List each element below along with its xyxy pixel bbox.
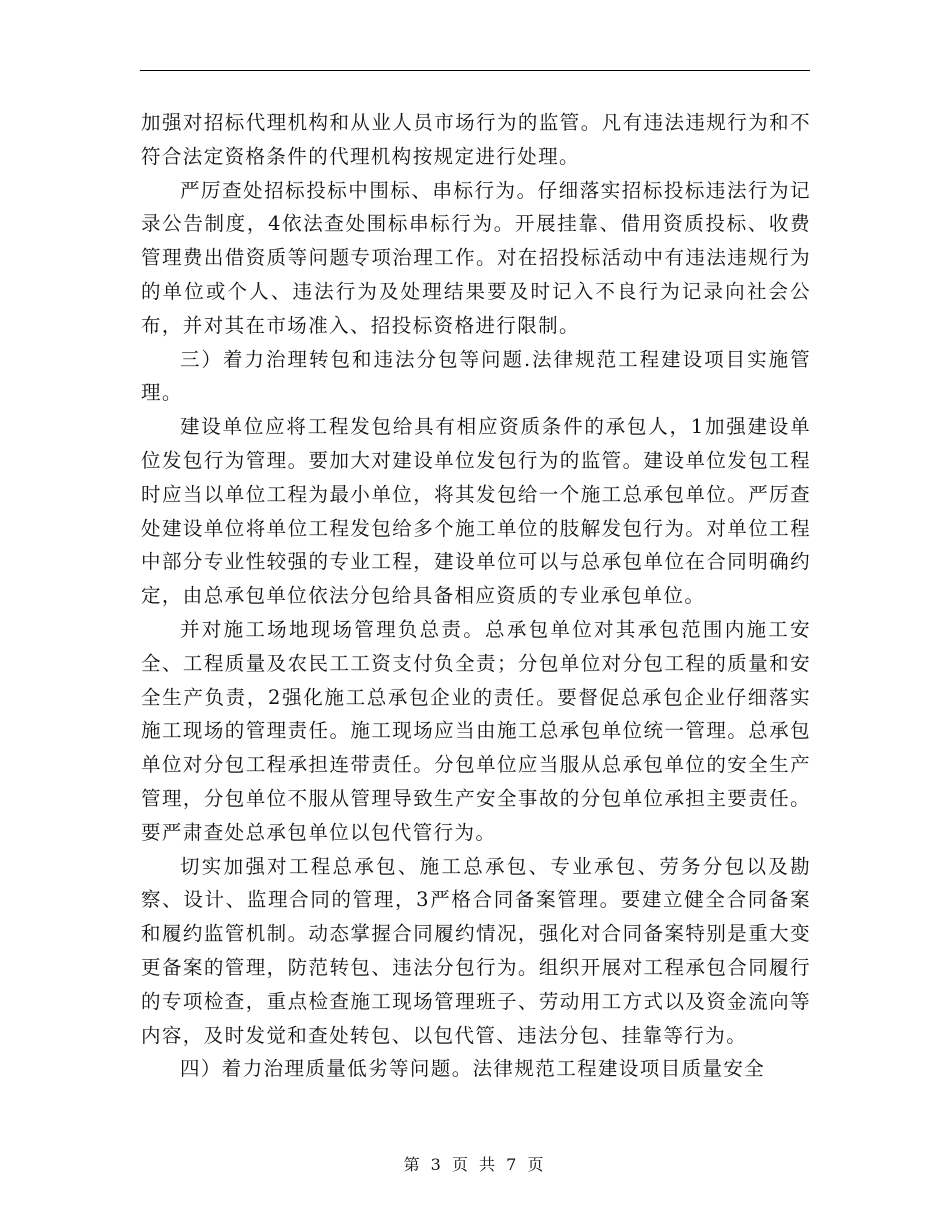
paragraph-2: 严厉查处招标投标中围标、串标行为。仔细落实招标投标违法行为记录公告制度，4依法查处围标串标行为。开展挂靠、借用资质投标、收费管理费出借资质等问题专项治理工作。对在招投标活动中有违法违规行为的单位或个人、违法行为及处理结果要及时记入不良行为记录向社会公布，并对其在市场准入、招投标资格进行限制。 <box>141 178 811 337</box>
paragraph-5: 并对施工场地现场管理负总责。总承包单位对其承包范围内施工安全、工程质量及农民工工资支付负全责；分包单位对分包工程的质量和安全生产负责，2强化施工总承包企业的责任。要督促总承包企业仔细落实施工现场的管理责任。施工现场应当由施工总承包单位统一管理。总承包单位对分包工程承担连带责任。分包单位应当服从总承包单位的安全生产管理，分包单位不服从管理导致生产安全事故的分包单位承担主要责任。要严肃查处总承包单位以包代管行为。 <box>141 617 811 844</box>
page-footer: 第 3 页 共 7 页 <box>403 1155 547 1174</box>
paragraph-4: 建设单位应将工程发包给具有相应资质条件的承包人，1加强建设单位发包行为管理。要加大对建设单位发包行为的监管。建设单位发包工程时应当以单位工程为最小单位，将其发包给一个施工总承包单位。严厉查处建设单位将单位工程发包给多个施工单位的肢解发包行为。对单位工程中部分专业性较强的专业工程，建设单位可以与总承包单位在合同明确约定，由总承包单位依法分包给具备相应资质的专业承包单位。 <box>141 415 811 608</box>
paragraph-6: 切实加强对工程总承包、施工总承包、专业承包、劳务分包以及勘察、设计、监理合同的管理，3严格合同备案管理。要建立健全合同备案和履约监管机制。动态掌握合同履约情况，强化对合同备案特别是重大变更备案的管理，防范转包、违法分包行为。组织开展对工程承包合同履行的专项检查，重点检查施工现场管理班子、劳动用工方式以及资金流向等内容，及时发觉和查处转包、以包代管、违法分包、挂靠等行为。 <box>141 854 811 1047</box>
section-heading-3: 三）着力治理转包和违法分包等问题.法律规范工程建设项目实施管理。 <box>141 347 811 405</box>
section-heading-4: 四）着力治理质量低劣等问题。法律规范工程建设项目质量安全 <box>180 1057 766 1081</box>
paragraph-1: 加强对招标代理机构和从业人员市场行为的监管。凡有违法违规行为和不符合法定资格条件的代理机构按规定进行处理。 <box>141 111 811 168</box>
header-rule <box>140 70 810 71</box>
document-body <box>141 106 811 1086</box>
